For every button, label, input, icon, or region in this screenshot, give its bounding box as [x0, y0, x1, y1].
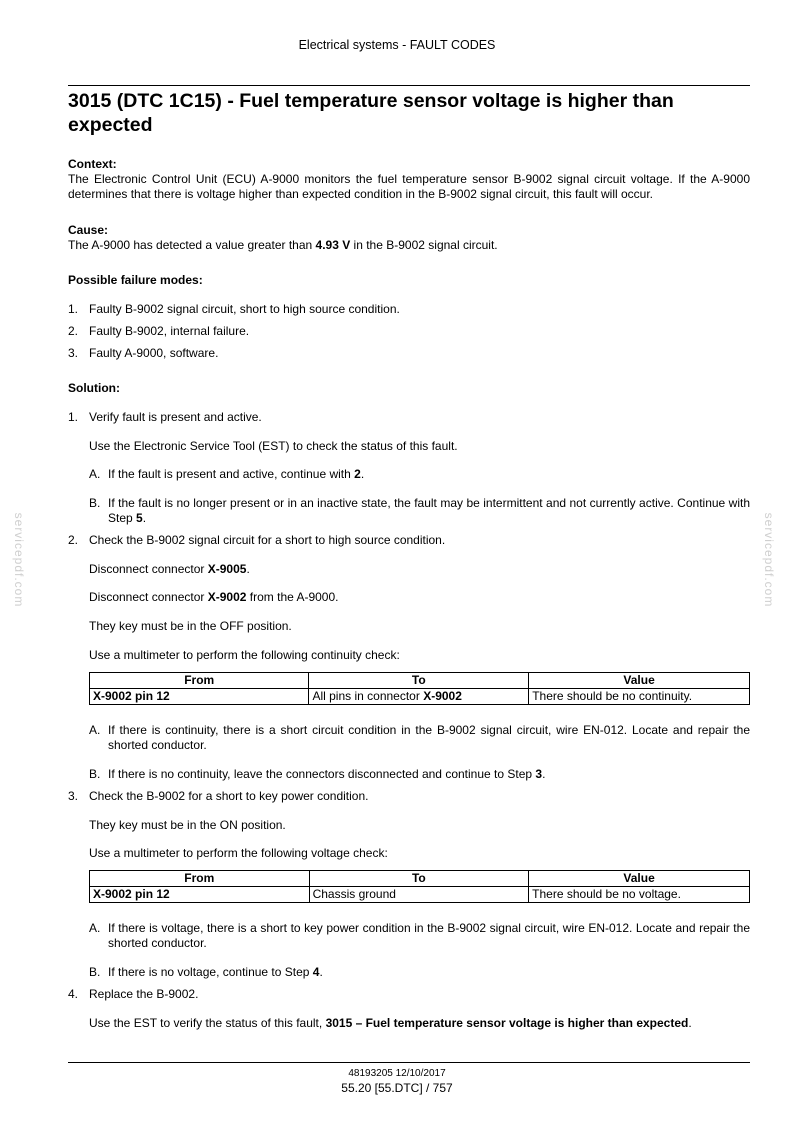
failure-mode-num: 1. [68, 302, 79, 316]
step-3-key: They key must be in the ON position. [89, 818, 286, 832]
step-2-a-text: If there is continuity, there is a short circuit condition in the B-9002 signal circuit, wire EN-012. Locate and repair the shorted conductor. [108, 723, 750, 752]
step-1-a-label: A. [89, 467, 101, 481]
step-1-a-text: If the fault is present and active, continue with 2. [108, 467, 365, 481]
step-2-use: Use a multimeter to perform the following continuity check: [89, 648, 400, 662]
footer-rule [68, 1062, 750, 1063]
step-3-b-text: If there is no voltage, continue to Step 4. [108, 965, 323, 979]
step-1-num: 1. [68, 410, 79, 424]
step-4-para: Use the EST to verify the status of this fault, 3015 – Fuel temperature sensor voltage is higher than expected. [89, 1016, 692, 1030]
header-rule [68, 85, 750, 86]
cell-value: There should be no continuity. [529, 689, 750, 705]
step-2-a-label: A. [89, 723, 101, 737]
step-3-a-text: If there is voltage, there is a short to key power condition in the B-9002 signal circuit, wire EN-012. Locate and repair the shorted conductor. [108, 921, 750, 950]
column-header-from: From [90, 871, 310, 887]
failure-mode-text: Faulty B-9002, internal failure. [89, 324, 250, 338]
failure-mode-num: 3. [68, 346, 79, 360]
table-row [90, 887, 750, 903]
step-3-a-label: A. [89, 921, 101, 935]
step-2-disconnect-1: Disconnect connector X-9005. [89, 562, 250, 576]
watermark-left: servicepdf.com [12, 512, 26, 608]
step-2-disconnect-2: Disconnect connector X-9002 from the A-9000. [89, 590, 339, 604]
cell-to: All pins in connector X-9002 [309, 689, 529, 705]
table-header-row [90, 673, 750, 689]
step-2-key: They key must be in the OFF position. [89, 619, 292, 633]
failure-mode-num: 2. [68, 324, 79, 338]
step-4-text: Replace the B-9002. [89, 987, 199, 1001]
step-3-text: Check the B-9002 for a short to key power condition. [89, 789, 369, 803]
cell-from: X-9002 pin 12 [90, 887, 310, 903]
step-3-use: Use a multimeter to perform the following voltage check: [89, 846, 388, 860]
cell-from: X-9002 pin 12 [90, 689, 309, 705]
solution-heading: Solution: [68, 381, 120, 395]
column-header-from: From [90, 673, 309, 689]
column-header-value: Value [529, 871, 750, 887]
cause-heading: Cause: [68, 223, 109, 237]
step-3-num: 3. [68, 789, 79, 803]
cause-text: The A-9000 has detected a value greater than 4.93 V in the B-9002 signal circuit. [68, 238, 498, 252]
failure-mode-text: Faulty B-9002 signal circuit, short to high source condition. [89, 302, 400, 316]
step-4-num: 4. [68, 987, 79, 1001]
footer-doc-info: 48193205 12/10/2017 [348, 1068, 446, 1079]
page-header: Electrical systems - FAULT CODES [298, 38, 496, 52]
continuity-check-table [89, 672, 750, 705]
step-1-text: Verify fault is present and active. [89, 410, 262, 424]
context-heading: Context: [68, 157, 117, 171]
table-header-row [90, 871, 750, 887]
step-2-text: Check the B-9002 signal circuit for a short to high source condition. [89, 533, 446, 547]
page-title: 3015 (DTC 1C15) - Fuel temperature sensor voltage is higher than expected [68, 90, 674, 136]
failure-mode-text: Faulty A-9000, software. [89, 346, 219, 360]
step-3-b-label: B. [89, 965, 101, 979]
column-header-value: Value [529, 673, 750, 689]
column-header-to: To [309, 871, 529, 887]
watermark-right: servicepdf.com [762, 512, 776, 608]
step-1-para: Use the Electronic Service Tool (EST) to check the status of this fault. [89, 439, 458, 453]
table-row [90, 689, 750, 705]
voltage-check-table [89, 870, 750, 903]
step-1-b-label: B. [89, 496, 101, 510]
step-2-b-label: B. [89, 767, 101, 781]
cause-value: 4.93 V [315, 238, 351, 252]
failure-modes-heading: Possible failure modes: [68, 273, 203, 287]
step-2-b-text: If there is no continuity, leave the connectors disconnected and continue to Step 3. [108, 767, 546, 781]
page-number: 55.20 [55.DTC] / 757 [341, 1081, 453, 1095]
column-header-to: To [309, 673, 529, 689]
step-1-b-text: If the fault is no longer present or in an inactive state, the fault may be intermittent and not currently active. Continue with Step 5. [108, 496, 750, 525]
cell-value: There should be no voltage. [529, 887, 750, 903]
step-2-num: 2. [68, 533, 79, 547]
cell-to: Chassis ground [309, 887, 529, 903]
context-text: The Electronic Control Unit (ECU) A-9000 monitors the fuel temperature sensor B-9002 signal circuit voltage. If the A-9000 determines that there is voltage higher than expected condition in the B-9002 signal circuit, this fault will occur. [68, 172, 750, 201]
